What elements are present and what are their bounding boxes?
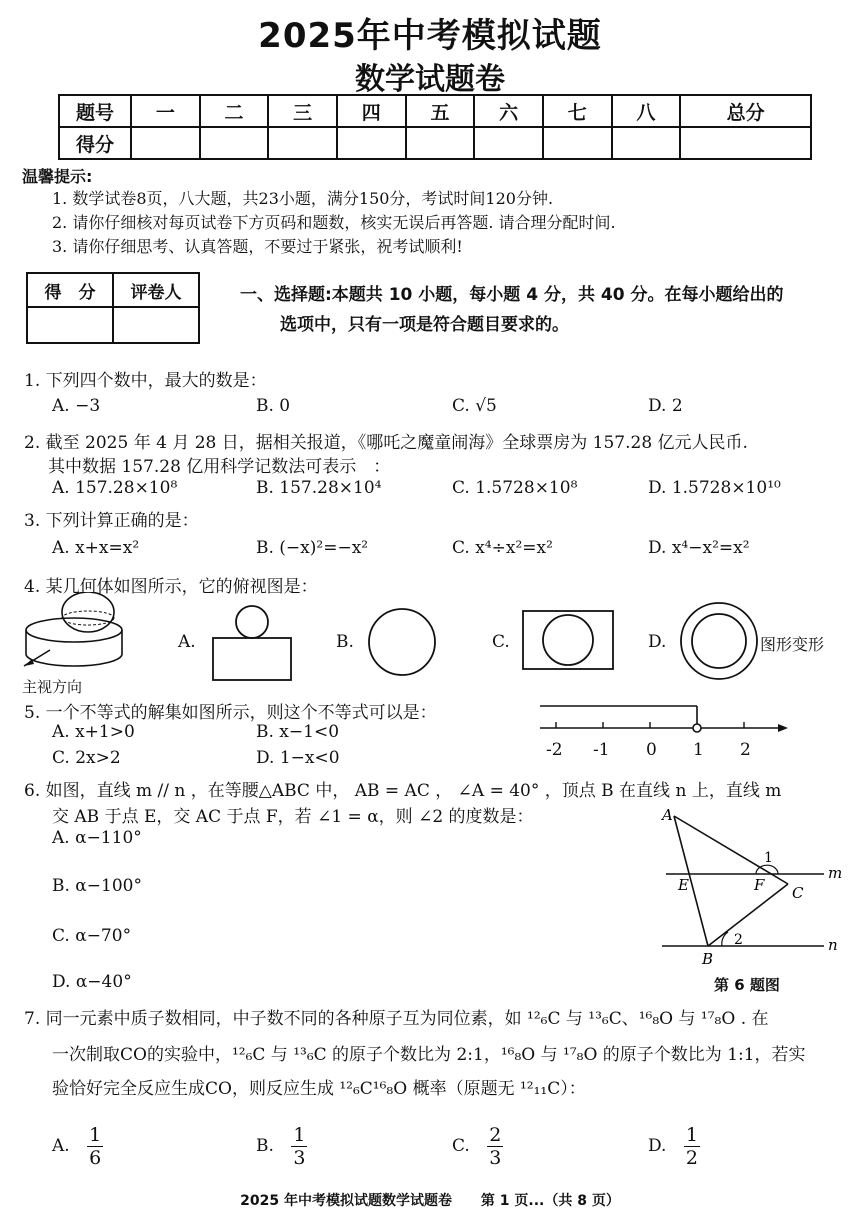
section-line: 一、选择题:本题共 10 小题，每小题 4 分，共 40 分。在每小题给出的 — [240, 285, 784, 305]
question-4-stem: 4. 某几何体如图所示，它的俯视图是： — [24, 577, 318, 597]
score-table — [58, 94, 812, 160]
triangle-figure-icon — [656, 800, 846, 970]
point-b-label: B — [702, 950, 714, 968]
score-cell-2: 二 — [200, 95, 269, 127]
score-cell-3: 三 — [268, 95, 337, 127]
footer-title: 2025 年中考模拟试题数学试题卷 — [240, 1193, 453, 1209]
q5-option-d: D. 1−x<0 — [256, 748, 340, 768]
score-entry — [268, 127, 337, 159]
q6-option-c: C. α−70° — [52, 926, 132, 946]
q5-option-c: C. 2x>2 — [52, 748, 121, 768]
number-line-icon — [536, 698, 796, 766]
q7-option-b — [256, 1124, 307, 1169]
q6-option-b: B. α−100° — [52, 876, 142, 896]
q1-option-b: B. 0 — [256, 396, 291, 416]
page-number: 第 1 页...（共 8 页） — [480, 1193, 620, 1209]
question-2-stem-cont: 其中数据 157.28 亿用科学记数法可表示 ： — [48, 457, 391, 477]
line-m-label: m — [828, 864, 843, 882]
view-a-icon — [208, 604, 296, 684]
view-direction-label: 主视方向 — [22, 678, 83, 696]
question-7-stem-cont: 一次制取CO的实验中，¹²₆C 与 ¹³₆C 的原子个数比为 2:1，¹⁶₈O 与 ¹⁷₈O 的原子个数比为 1:1，若实 — [52, 1045, 806, 1065]
question-7-stem-cont: 验恰好完全反应生成CO，则反应生成 ¹²₆C¹⁶₈O 概率（原题无 ¹²₁₁C）： — [52, 1079, 586, 1099]
option-label: A. — [52, 1136, 70, 1156]
denominator: 6 — [89, 1147, 102, 1169]
point-e-label: E — [678, 876, 689, 894]
grader-reviewer-label: 评卷人 — [113, 273, 199, 307]
q5-option-b: B. x−1<0 — [256, 722, 340, 742]
view-d-icon — [678, 600, 760, 682]
score-cell-7: 七 — [543, 95, 612, 127]
exam-title: 2025年中考模拟试题 — [258, 16, 602, 56]
score-table-header-row — [59, 95, 811, 127]
denominator: 3 — [489, 1147, 502, 1169]
denominator: 3 — [293, 1147, 306, 1169]
score-table-score-row — [59, 127, 811, 159]
score-entry — [612, 127, 681, 159]
axis-tick-label: 0 — [646, 740, 657, 760]
fraction — [684, 1124, 700, 1169]
question-6-stem-cont: 交 AB 于点 E，交 AC 于点 F，若 ∠1 = α，则 ∠2 的度数是： — [52, 807, 534, 827]
q4-option-a: A. — [178, 632, 196, 652]
tip-item: 2. 请你仔细核对每页试卷下方页码和题数，核实无误后再答题. 请合理分配时间. — [52, 213, 616, 232]
q2-option-c: C. 1.5728×10⁸ — [452, 478, 578, 498]
page-footer — [0, 1190, 860, 1210]
q4-option-c: C. — [492, 632, 510, 652]
axis-tick-label: 2 — [740, 740, 751, 760]
figure-note: 图形变形 — [760, 635, 825, 654]
view-c-icon — [520, 608, 616, 672]
grader-score-label: 得 分 — [27, 273, 113, 307]
axis-tick-label: 1 — [693, 740, 704, 760]
angle-1-label: 1 — [764, 850, 773, 866]
question-6-stem: 6. 如图，直线 m // n ，在等腰△ABC 中， AB = AC ， ∠A = 40° ，顶点 B 在直线 n 上，直线 m — [24, 781, 782, 801]
q2-option-a: A. 157.28×10⁸ — [52, 478, 178, 498]
exam-subtitle: 数学试题卷 — [355, 62, 505, 97]
tip-item: 3. 请你仔细思考、认真答题，不要过于紧张，祝考试顺利! — [52, 237, 463, 256]
tip-item: 1. 数学试卷8页，八大题，共23小题，满分150分，考试时间120分钟. — [52, 189, 554, 208]
option-label: D. — [648, 1136, 667, 1156]
score-cell-1: 一 — [131, 95, 200, 127]
solid-figure-icon — [16, 592, 136, 672]
line-n-label: n — [828, 936, 838, 954]
numerator: 1 — [685, 1124, 698, 1146]
question-1-stem: 1. 下列四个数中，最大的数是： — [24, 371, 267, 391]
grader-table — [26, 272, 200, 344]
view-b-icon — [366, 606, 438, 678]
q3-option-c: C. x⁴÷x²=x² — [452, 538, 553, 558]
q3-option-a: A. x+x=x² — [52, 538, 140, 558]
axis-tick-label: -1 — [593, 740, 610, 760]
option-label: B. — [256, 1136, 274, 1156]
fraction — [487, 1124, 503, 1169]
score-entry — [680, 127, 811, 159]
q2-option-b: B. 157.28×10⁴ — [256, 478, 382, 498]
score-cell-5: 五 — [406, 95, 475, 127]
q3-option-d: D. x⁴−x²=x² — [648, 538, 750, 558]
point-c-label: C — [792, 884, 804, 902]
score-row-label: 得分 — [59, 127, 131, 159]
point-a-label: A — [662, 806, 673, 824]
fraction — [291, 1124, 307, 1169]
numerator: 1 — [89, 1124, 102, 1146]
point-f-label: F — [754, 876, 765, 894]
q6-option-d: D. α−40° — [52, 972, 132, 992]
numerator: 2 — [489, 1124, 502, 1146]
numerator: 1 — [293, 1124, 306, 1146]
section-heading — [240, 280, 850, 340]
score-cell-6: 六 — [474, 95, 543, 127]
score-cell-8: 八 — [612, 95, 681, 127]
q4-option-d: D. — [648, 632, 667, 652]
score-entry — [337, 127, 406, 159]
q5-option-a: A. x+1>0 — [52, 722, 135, 742]
q7-option-d — [648, 1124, 700, 1169]
q2-option-d: D. 1.5728×10¹⁰ — [648, 478, 781, 498]
option-label: C. — [452, 1136, 470, 1156]
score-cell-4: 四 — [337, 95, 406, 127]
axis-tick-label: -2 — [546, 740, 563, 760]
grader-reviewer-entry — [113, 307, 199, 343]
score-entry — [474, 127, 543, 159]
question-7-stem: 7. 同一元素中质子数相同，中子数不同的各种原子互为同位素，如 ¹²₆C 与 ¹³₆C、¹⁶₈O 与 ¹⁷₈O . 在 — [24, 1009, 769, 1029]
section-line: 选项中，只有一项是符合题目要求的。 — [280, 315, 569, 335]
score-entry — [131, 127, 200, 159]
q1-option-d: D. 2 — [648, 396, 683, 416]
q1-option-a: A. −3 — [52, 396, 101, 416]
score-cell-label: 题号 — [59, 95, 131, 127]
score-cell-total: 总分 — [680, 95, 811, 127]
tips-heading: 温馨提示: — [22, 167, 93, 186]
fraction — [87, 1124, 103, 1169]
score-entry — [543, 127, 612, 159]
question-5-stem: 5. 一个不等式的解集如图所示，则这个不等式可以是： — [24, 703, 437, 723]
score-entry — [200, 127, 269, 159]
q3-option-b: B. (−x)²=−x² — [256, 538, 369, 558]
q6-option-a: A. α−110° — [52, 828, 142, 848]
denominator: 2 — [685, 1147, 698, 1169]
question-3-stem: 3. 下列计算正确的是： — [24, 511, 199, 531]
q7-option-c — [452, 1124, 503, 1169]
question-2-stem: 2. 截至 2025 年 4 月 28 日，据相关报道，《哪吒之魔童闹海》全球票房为 157.28 亿元人民币. — [24, 433, 748, 453]
figure-6-caption: 第 6 题图 — [714, 976, 780, 994]
angle-2-label: 2 — [734, 932, 743, 948]
grader-score-entry — [27, 307, 113, 343]
q1-option-c: C. √5 — [452, 396, 497, 416]
q4-option-b: B. — [336, 632, 354, 652]
q7-option-a — [52, 1124, 103, 1169]
score-entry — [406, 127, 475, 159]
